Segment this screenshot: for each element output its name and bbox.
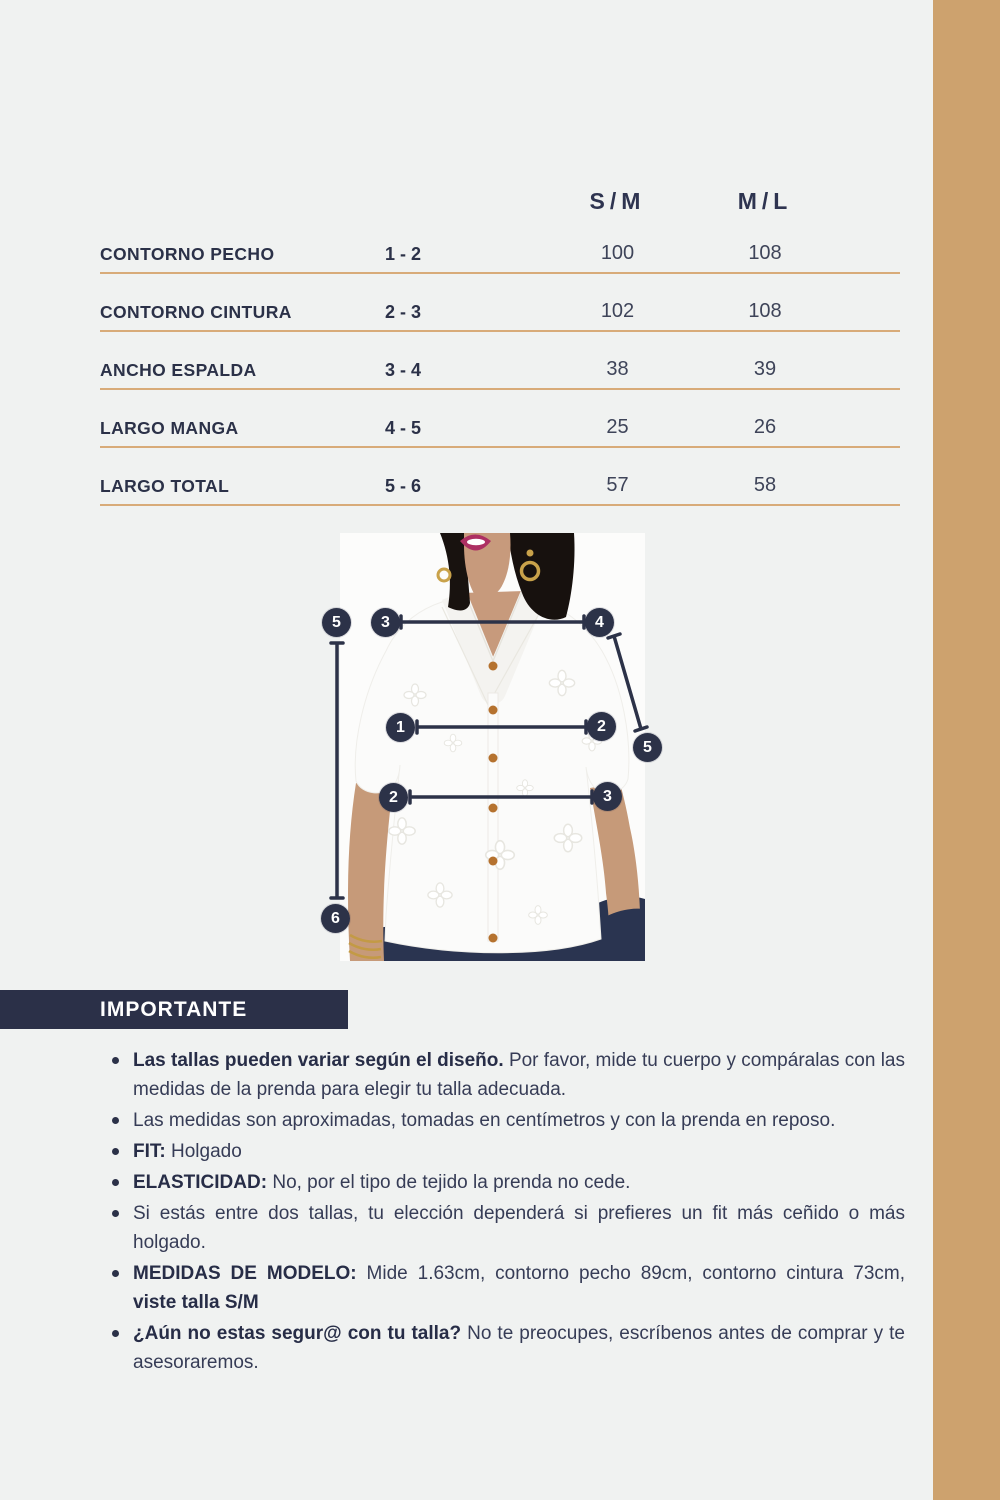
bullet-icon [112,1330,119,1337]
note-text: Si estás entre dos tallas, tu elección dependerá si prefieres un fit más ceñido o más holgado. [133,1203,905,1253]
note-text: Las medidas son aproximadas, tomadas en centímetros y con la prenda en reposo. [133,1110,836,1131]
bullet-icon [112,1057,119,1064]
marker-back-width-left: 3 [371,608,400,637]
note-text: Las tallas pueden variar según el diseño. Por favor, mide tu cuerpo y compáralas con las medidas de la prenda para elegir tu talla adecuada. [133,1050,905,1100]
list-item [108,1259,905,1317]
value-ml: 108 [748,300,782,322]
size-table-rows [100,220,900,506]
size-column-sm: S/M [589,187,646,214]
bullet-icon [112,1270,119,1277]
value-ml: 58 [753,474,777,496]
value-ml: 108 [748,242,782,264]
product-photo [340,533,645,961]
marker-chest-right: 2 [587,712,616,741]
table-row [100,448,900,506]
value-sm: 100 [600,242,635,264]
marker-total-length-bottom: 6 [321,904,350,933]
value-ml: 39 [753,358,777,380]
measure-range: 1 - 2 [385,244,422,264]
measure-range: 3 - 4 [385,360,422,380]
value-ml: 26 [753,416,777,438]
marker-back-width-right: 4 [585,608,614,637]
bullet-icon [112,1179,119,1186]
note-text: ELASTICIDAD: No, por el tipo de tejido la prenda no cede. [133,1172,631,1193]
list-item [108,1046,905,1104]
note-text: MEDIDAS DE MODELO: Mide 1.63cm, contorno pecho 89cm, contorno cintura 73cm, viste talla S/M [133,1263,905,1313]
measure-range: 5 - 6 [385,476,422,496]
marker-waist-right: 3 [593,782,622,811]
list-item [108,1106,905,1135]
value-sm: 25 [606,416,629,438]
measure-label: LARGO TOTAL [100,476,230,496]
marker-sleeve-bottom: 5 [633,733,662,762]
measure-range: 4 - 5 [385,418,422,438]
list-item [108,1168,905,1197]
bullet-icon [112,1117,119,1124]
marker-chest-left: 1 [386,713,415,742]
bullet-icon [112,1210,119,1217]
bullet-icon [112,1148,119,1155]
measure-range: 2 - 3 [385,302,422,322]
measure-label: ANCHO ESPALDA [100,360,257,380]
value-sm: 38 [606,358,629,380]
measure-label: CONTORNO CINTURA [100,302,292,322]
marker-waist-left: 2 [379,783,408,812]
measure-label: CONTORNO PECHO [100,244,275,264]
table-row [100,390,900,448]
table-row [100,332,900,390]
table-row [100,274,900,332]
note-text: FIT: Holgado [133,1141,242,1162]
list-item [108,1319,905,1377]
list-item [108,1199,905,1257]
measure-label: LARGO MANGA [100,418,239,438]
notes-list [108,1046,905,1379]
model-illustration [340,533,645,961]
value-sm: 57 [606,474,629,496]
size-column-ml: M/L [737,187,793,214]
size-table [100,182,900,506]
size-table-header [100,182,900,220]
marker-total-length-top: 5 [322,608,351,637]
note-text: ¿Aún no estas segur@ con tu talla? No te preocupes, escríbenos antes de comprar y te asesoraremos. [133,1323,905,1373]
table-row [100,220,900,274]
list-item [108,1137,905,1166]
value-sm: 102 [600,300,635,322]
importante-banner: IMPORTANTE [0,990,348,1029]
side-accent-stripe [933,0,1000,1500]
